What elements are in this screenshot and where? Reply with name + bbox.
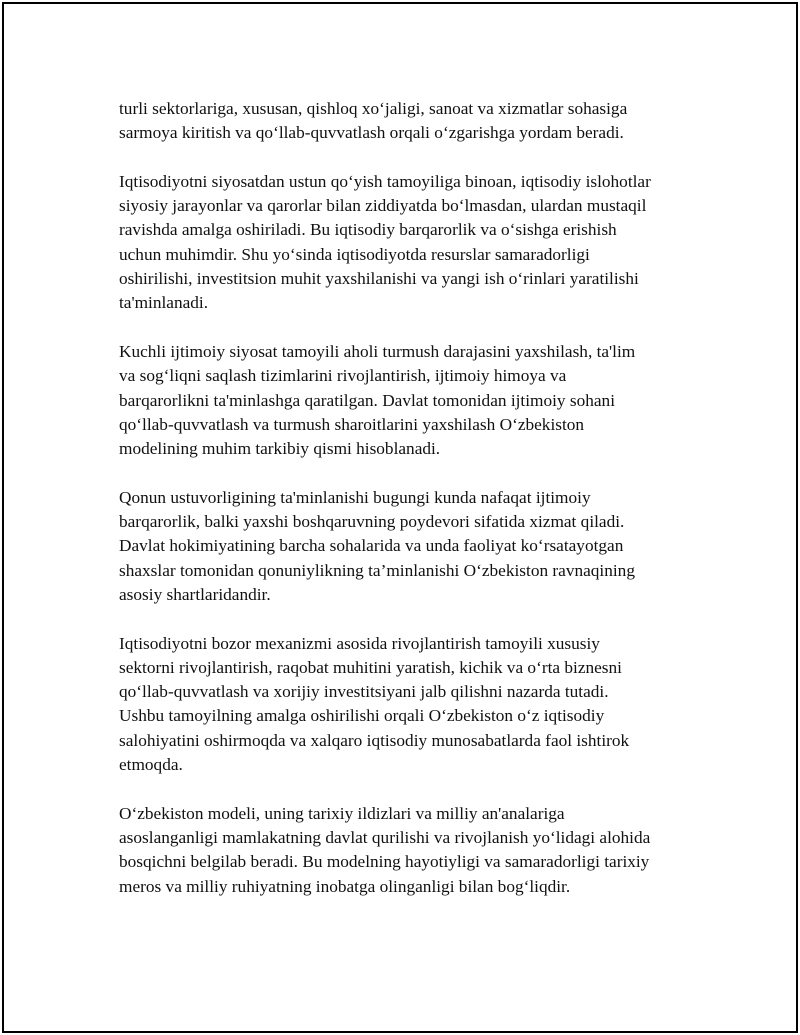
paragraph-6: O‘zbekiston modeli, uning tarixiy ildizlari va milliy an'analariga asoslanganligi mamlakatning davlat qurilishi va rivojlanish yo‘lidagi alohida bosqichni belgilab beradi. Bu modelning hayotiyligi va samaradorligi tarixiy meros va milliy ruhiyatning inobatga olinganligi bilan bog‘liqdir. — [119, 803, 651, 896]
page-frame — [2, 2, 798, 1033]
paragraph-5: Iqtisodiyotni bozor mexanizmi asosida rivojlantirish tamoyili xususiy sektorni rivojlantirish, raqobat muhitini yaratish, kichik va o‘rta biznesni qo‘llab-quvvatlash va xorijiy investitsiyani jalb qilishni nazarda tutadi. Ushbu tamoyilning amalga oshirilishi orqali O‘zbekiston o‘z iqtisodiy salohiyatini oshirmoqda va xalqaro iqtisodiy munosabatlarda faol ishtirok etmoqda. — [119, 633, 630, 775]
paragraph-2: Iqtisodiyotni siyosatdan ustun qo‘yish tamoyiliga binoan, iqtisodiy islohotlar siyosiy jarayonlar va qarorlar bilan ziddiyatda bo‘lmasdan, ulardan mustaqil ravishda amalga oshiriladi. Bu iqtisodiy barqarorlik va o‘sishga erishish uchun muhimdir. Shu yo‘sinda iqtisodiyotda resurslar samaradorligi oshirilishi, investitsion muhit yaxshilanishi va yangi ish o‘rinlari yaratilishi ta'minlanadi. — [119, 171, 651, 313]
document-body — [119, 97, 699, 923]
paragraph-3: Kuchli ijtimoiy siyosat tamoyili aholi turmush darajasini yaxshilash, ta'lim va sog‘liqni saqlash tizimlarini rivojlantirish, ijtimoiy himoya va barqarorlikni ta'minlashga qaratilgan. Davlat tomonidan ijtimoiy sohani qo‘llab-quvvatlash va turmush sharoitlarini yaxshilash O‘zbekiston modelining muhim tarkibiy qismi hisoblanadi. — [119, 341, 636, 459]
paragraph-1: turli sektorlariga, xususan, qishloq xo‘jaligi, sanoat va xizmatlar sohasiga sarmoya kiritish va qo‘llab-quvvatlash orqali o‘zgarishga yordam beradi. — [119, 99, 628, 143]
paragraph-4: Qonun ustuvorligining ta'minlanishi bugungi kunda nafaqat ijtimoiy barqarorlik, balki yaxshi boshqaruvning poydevori sifatida xizmat qiladi. Davlat hokimiyatining barcha sohalarida va unda faoliyat ko‘rsatayotgan shaxslar tomonidan qonuniylikning ta’minlanishi O‘zbekiston ravnaqining asosiy shartlaridandir. — [119, 487, 635, 604]
